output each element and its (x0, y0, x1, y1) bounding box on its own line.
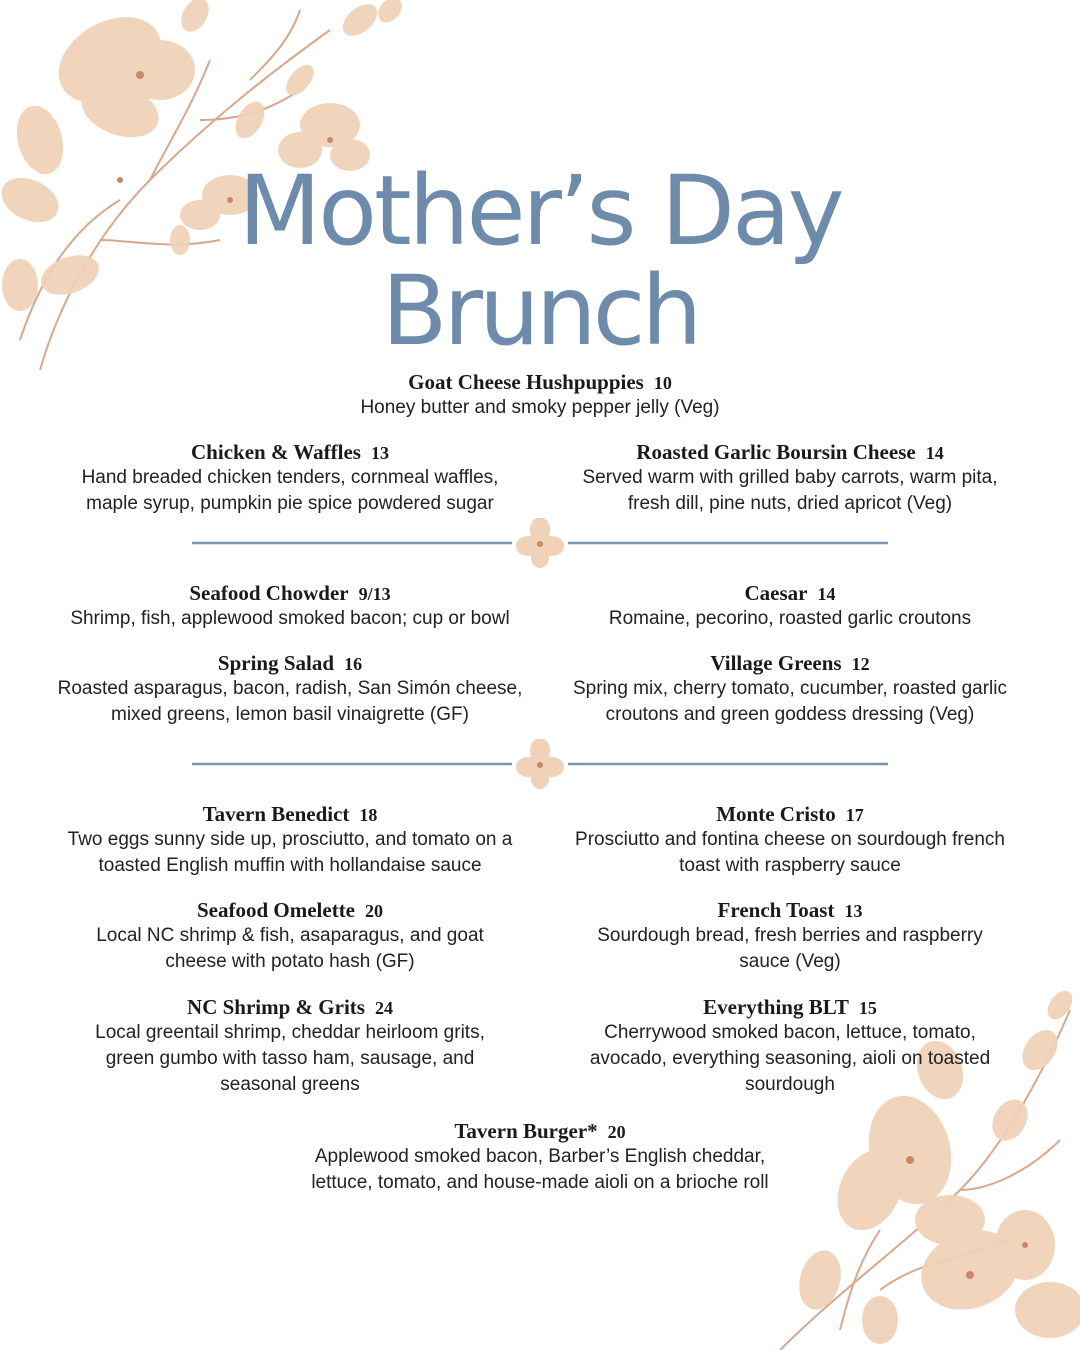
item-price: 14 (925, 443, 944, 463)
menu-item-roasted-garlic-boursin (545, 440, 1035, 517)
item-name: Roasted Garlic Boursin Cheese (636, 440, 916, 464)
item-description-line-1: Local greentail shrimp, cheddar heirloom grits, (95, 1022, 485, 1043)
menu-item-village-greens (545, 651, 1035, 728)
item-price: 24 (374, 998, 393, 1018)
item-price: 14 (817, 584, 836, 604)
item-price: 17 (845, 805, 864, 825)
item-price: 20 (607, 1122, 626, 1142)
item-description-line-2: avocado, everything seasoning, aioli on toasted (589, 1048, 991, 1069)
item-description-line-2: lettuce, tomato, and house-made aioli on a brioche roll (311, 1172, 769, 1193)
menu-item-french-toast (545, 898, 1035, 975)
item-name: Goat Cheese Hushpuppies (408, 370, 644, 394)
menu-item-seafood-chowder (45, 581, 535, 632)
item-name: Village Greens (710, 651, 842, 675)
menu-item-chicken-waffles (45, 440, 535, 517)
item-price: 16 (344, 654, 363, 674)
divider-flower-icon (516, 739, 564, 789)
item-price: 20 (365, 901, 384, 921)
title-line-1: Mother’s Day (238, 155, 842, 268)
item-price: 9/13 (358, 584, 391, 604)
item-price: 10 (653, 373, 672, 393)
item-description-line-2: cheese with potato hash (GF) (165, 951, 415, 972)
menu-item-goat-cheese-hushpuppies (240, 370, 840, 421)
item-description-line-1: Hand breaded chicken tenders, cornmeal waffles, (81, 467, 499, 488)
item-price: 13 (844, 901, 863, 921)
section-divider-1 (190, 518, 890, 568)
item-description-line-3: seasonal greens (220, 1074, 360, 1095)
item-name: Chicken & Waffles (191, 440, 361, 464)
item-price: 18 (359, 805, 378, 825)
item-description-line-1: Spring mix, cherry tomato, cucumber, roasted garlic (572, 678, 1007, 699)
item-name: Monte Cristo (716, 802, 836, 826)
item-description-line-2: toast with raspberry sauce (679, 855, 901, 876)
item-description-line-2: green gumbo with tasso ham, sausage, and (105, 1048, 475, 1069)
item-description-line-1: Sourdough bread, fresh berries and raspberry (597, 925, 983, 946)
menu-item-caesar (545, 581, 1035, 632)
item-description-line-1: Roasted asparagus, bacon, radish, San Simón cheese, (57, 678, 523, 699)
section-divider-2 (190, 739, 890, 789)
menu-item-seafood-omelette (45, 898, 535, 975)
item-name: Seafood Omelette (196, 898, 356, 922)
item-description-line-1: Prosciutto and fontina cheese on sourdough french (575, 829, 1005, 850)
item-price: 15 (858, 998, 877, 1018)
divider-flower-icon (516, 518, 564, 568)
menu-item-tavern-burger (240, 1119, 840, 1196)
menu-item-monte-cristo (545, 802, 1035, 879)
menu-item-spring-salad (45, 651, 535, 728)
item-description-line-1: Local NC shrimp & fish, asaparagus, and goat (96, 925, 484, 946)
item-description-line-2: toasted English muffin with hollandaise sauce (98, 855, 482, 876)
item-name: Seafood Chowder (189, 581, 349, 605)
menu-item-everything-blt (545, 995, 1035, 1098)
item-name: Tavern Burger* (454, 1119, 598, 1143)
item-description-line-1: Cherrywood smoked bacon, lettuce, tomato, (604, 1022, 976, 1043)
menu-item-tavern-benedict (45, 802, 535, 879)
item-description-line-1: Served warm with grilled baby carrots, warm pita, (582, 467, 998, 488)
item-price: 13 (370, 443, 389, 463)
item-name: NC Shrimp & Grits (187, 995, 365, 1019)
item-description: Romaine, pecorino, roasted garlic croutons (608, 608, 972, 629)
item-description-line-1: Two eggs sunny side up, prosciutto, and tomato on a (67, 829, 513, 850)
item-name: Spring Salad (217, 651, 335, 675)
item-name: French Toast (717, 898, 835, 922)
menu-item-nc-shrimp-grits (45, 995, 535, 1098)
item-description: Shrimp, fish, applewood smoked bacon; cup or bowl (70, 608, 510, 629)
item-description-line-2: maple syrup, pumpkin pie spice powdered sugar (86, 493, 494, 514)
item-name: Everything BLT (703, 995, 849, 1019)
item-description-line-2: mixed greens, lemon basil vinaigrette (GF) (111, 704, 469, 725)
item-description-line-2: croutons and green goddess dressing (Veg) (605, 704, 975, 725)
item-price: 12 (851, 654, 870, 674)
item-description-line-2: fresh dill, pine nuts, dried apricot (Veg) (627, 493, 953, 514)
title-line-2: Brunch (381, 255, 699, 368)
page-title (0, 155, 1080, 368)
item-description-line-2: sauce (Veg) (739, 951, 841, 972)
item-description: Honey butter and smoky pepper jelly (Veg) (360, 397, 720, 418)
item-description-line-1: Applewood smoked bacon, Barber’s English cheddar, (314, 1146, 766, 1167)
item-name: Tavern Benedict (202, 802, 350, 826)
item-name: Caesar (744, 581, 808, 605)
item-description-line-3: sourdough (745, 1074, 835, 1095)
